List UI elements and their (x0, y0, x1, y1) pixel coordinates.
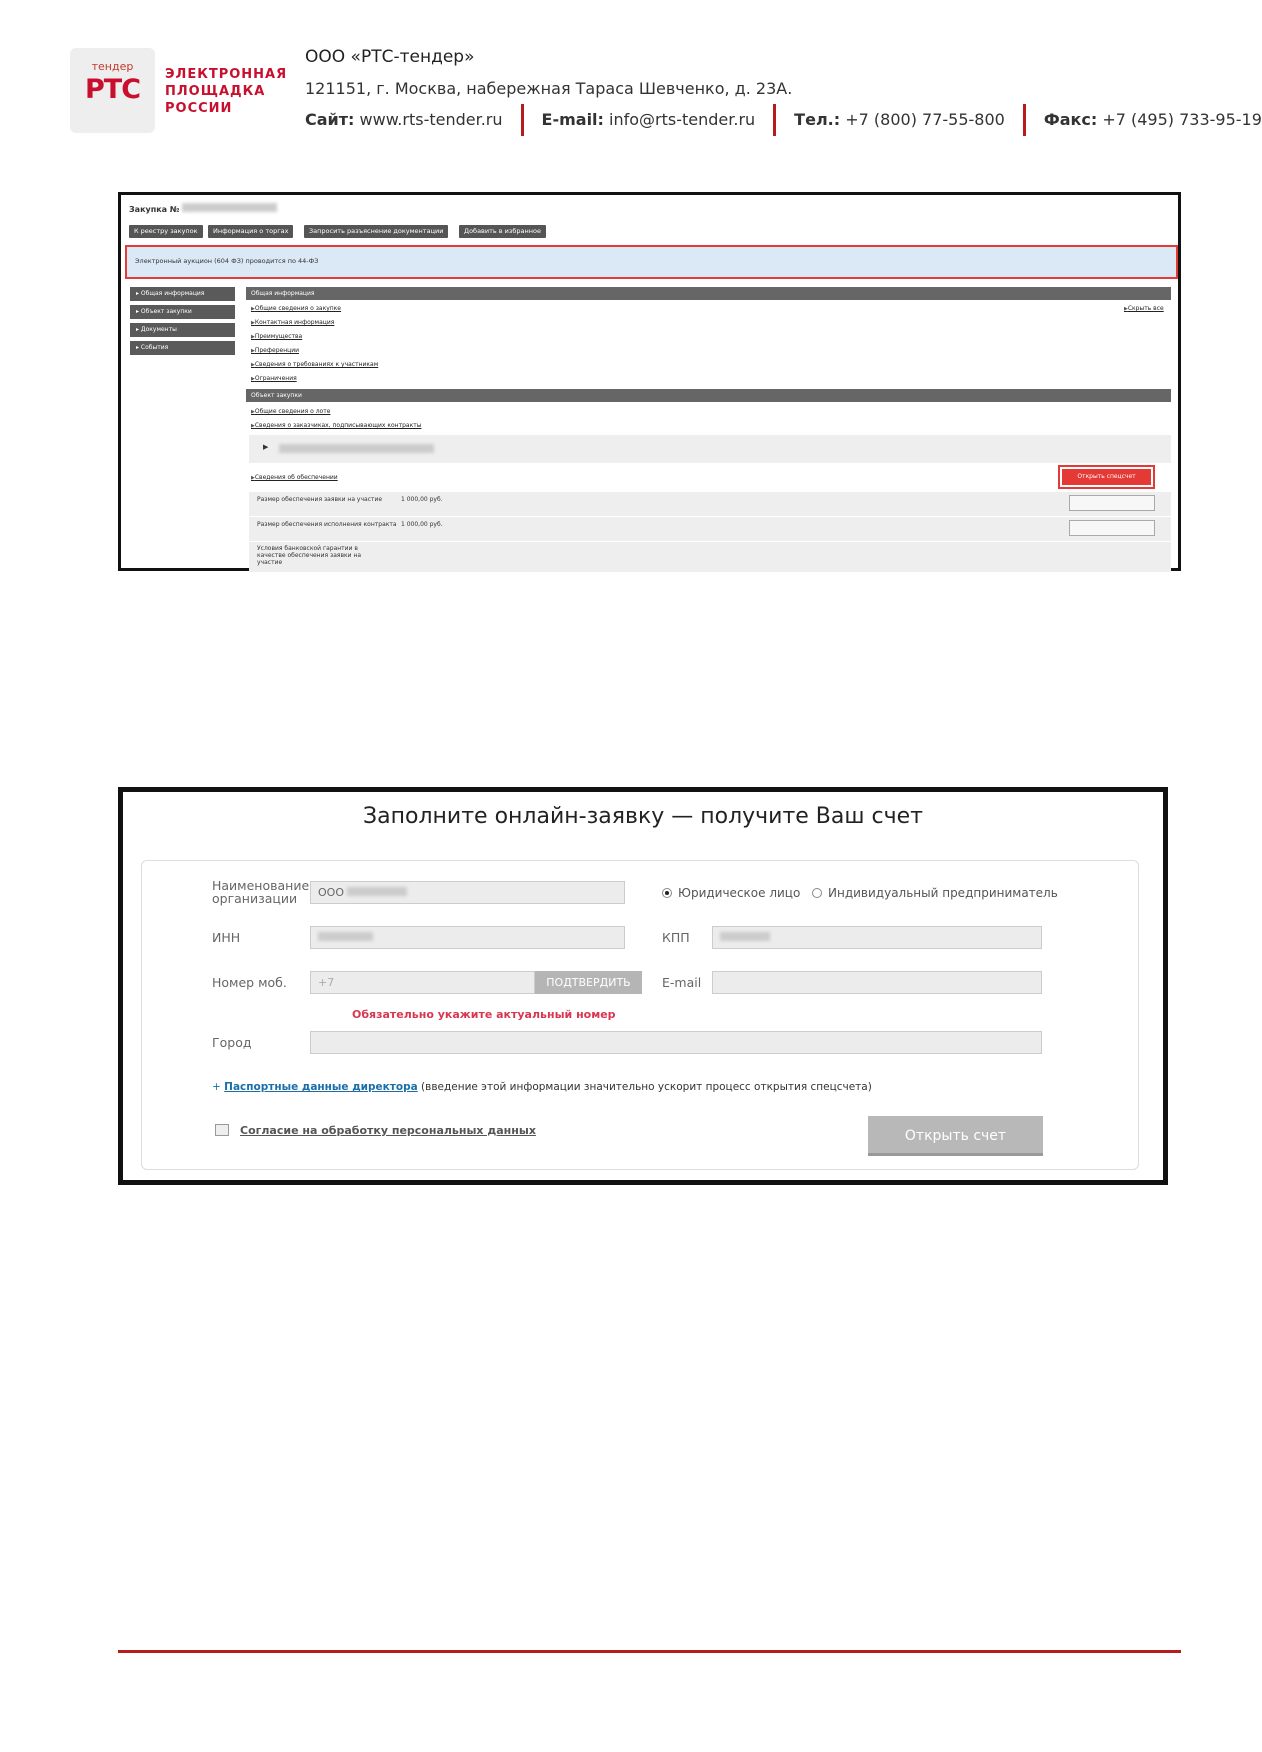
divider (521, 104, 524, 136)
radio-checked-icon (662, 888, 672, 898)
link-preferences[interactable]: ▶ Преференции (251, 347, 299, 354)
bank-guarantee-button[interactable] (1069, 520, 1155, 536)
radio-legal-entity[interactable]: Юридическое лицо (662, 886, 800, 900)
contacts-line: Сайт: www.rts-tender.ru E-mail: info@rts-tender.ru Тел.: +7 (800) 77-55-800 Факс: +7 (495) 733-95-19 (305, 110, 1262, 136)
city-label: Город (212, 1035, 252, 1050)
site-link[interactable]: www.rts-tender.ru (359, 110, 503, 129)
consent-checkbox[interactable] (215, 1124, 229, 1136)
phone-input[interactable]: +7 (310, 971, 535, 994)
sidebar-item-events[interactable]: ▸ События (130, 341, 235, 355)
inn-input[interactable] (310, 926, 625, 949)
open-account-button[interactable]: Открыть счет (868, 1116, 1043, 1156)
passport-line: + Паспортные данные директора (введение этой информации значительно ускорит процесс открытия спецсчета) (212, 1081, 872, 1093)
consent-link[interactable]: Согласие на обработку персональных данных (240, 1124, 536, 1137)
link-advantages[interactable]: ▶ Преимущества (251, 333, 302, 340)
inn-label: ИНН (212, 930, 241, 945)
toolbar-clarify-button[interactable]: Запросить разъяснение документации (304, 225, 448, 238)
table-row: Условия банковской гарантии в качестве обеспечения заявки на участие (249, 542, 1171, 572)
logo-big-text: РТС (84, 74, 141, 105)
collapse-all-link[interactable]: ▶ Скрыть все (1124, 305, 1164, 312)
confirm-phone-button[interactable]: ПОДТВЕРДИТЬ (535, 971, 642, 994)
form-panel (141, 860, 1139, 1170)
customer-row: ▶ (249, 435, 1171, 463)
fax-number: +7 (495) 733-95-19 (1102, 110, 1262, 129)
notice-banner: Электронный аукцион (604 ФЗ) проводится по 44-ФЗ (125, 245, 1178, 279)
table-row: Размер обеспечения заявки на участие 1 000,00 руб. (249, 492, 1171, 516)
table-row: Размер обеспечения исполнения контракта 1 000,00 руб. (249, 517, 1171, 541)
link-requirements[interactable]: ▶ Сведения о требованиях к участникам (251, 361, 378, 368)
city-input[interactable] (310, 1031, 1042, 1054)
phone-label: Номер моб. (212, 975, 287, 990)
logo-caption: ЭЛЕКТРОННАЯ ПЛОЩАДКА РОССИИ (165, 67, 288, 116)
procurement-screenshot (118, 192, 1181, 571)
kpp-input[interactable] (712, 926, 1042, 949)
sidebar-item-general[interactable]: ▸ Общая информация (130, 287, 235, 301)
email-input[interactable] (712, 971, 1042, 994)
open-special-account-button[interactable]: Открыть спецсчет (1062, 469, 1151, 485)
divider (773, 104, 776, 136)
company-name: ООО «РТС-тендер» (305, 47, 475, 67)
online-application-form (118, 787, 1168, 1185)
link-customers[interactable]: ▶ Сведения о заказчиках, подписывающих контракты (251, 422, 421, 429)
general-info-header: Общая информация (246, 287, 1171, 300)
org-name-input[interactable]: ООО (310, 881, 625, 904)
radio-individual[interactable]: Индивидуальный предприниматель (812, 886, 1058, 900)
company-address: 121151, г. Москва, набережная Тараса Шевченко, д. 23А. (305, 79, 793, 98)
open-special-account-highlight (1058, 465, 1155, 489)
link-contacts[interactable]: ▶ Контактная информация (251, 319, 334, 326)
form-title: Заполните онлайн-заявку — получите Ваш счет (363, 804, 923, 829)
toolbar-info-button[interactable]: Информация о торгах (208, 225, 293, 238)
radio-unchecked-icon (812, 888, 822, 898)
phone-number: +7 (800) 77-55-800 (845, 110, 1005, 129)
toolbar-registry-button[interactable]: К реестру закупок (129, 225, 203, 238)
rts-logo (70, 48, 155, 133)
online-application-button[interactable] (1069, 495, 1155, 511)
procurement-title: Закупка № (129, 203, 277, 214)
link-restrictions[interactable]: ▶ Ограничения (251, 375, 297, 382)
divider (1023, 104, 1026, 136)
link-lot[interactable]: ▶ Общие сведения о лоте (251, 408, 330, 415)
kpp-label: КПП (662, 930, 690, 945)
link-general[interactable]: ▶ Общие сведения о закупке (251, 305, 341, 312)
object-header: Объект закупки (246, 389, 1171, 402)
sidebar-item-object[interactable]: ▸ Объект закупки (130, 305, 235, 319)
toolbar-favorite-button[interactable]: Добавить в избранное (459, 225, 546, 238)
footer-divider (118, 1650, 1181, 1653)
sidebar-item-documents[interactable]: ▸ Документы (130, 323, 235, 337)
email-link[interactable]: info@rts-tender.ru (609, 110, 756, 129)
org-label: Наименование организации (212, 878, 310, 906)
logo-small-text: тендер (91, 60, 134, 73)
link-security[interactable]: ▶ Сведения об обеспечении (251, 474, 338, 481)
passport-link[interactable]: Паспортные данные директора (224, 1081, 418, 1093)
email-label: E-mail (662, 975, 702, 990)
phone-warning: Обязательно укажите актуальный номер (352, 1008, 616, 1021)
